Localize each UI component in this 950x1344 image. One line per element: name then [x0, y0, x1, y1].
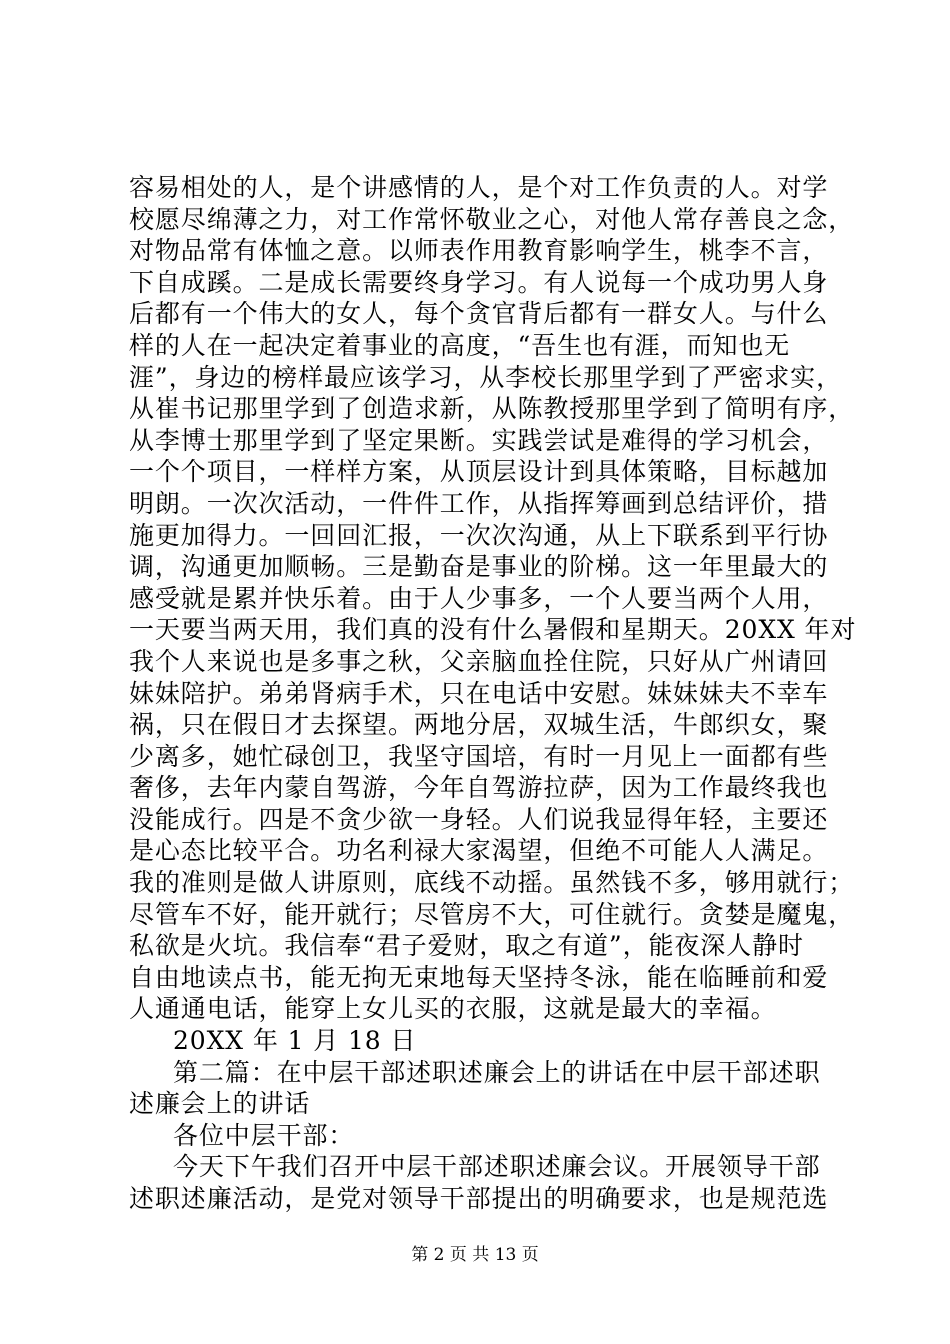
body-line: 样的人在一起决定着事业的高度，“吾生也有涯，而知也无 [129, 330, 791, 360]
body-line: 一天要当两天用，我们真的没有什么暑假和星期天。20XX 年对 [129, 615, 857, 645]
body-line: 调，沟通更加顺畅。三是勤奋是事业的阶梯。这一年里最大的 [129, 552, 829, 582]
body-line: 我的准则是做人讲原则，底线不动摇。虽然钱不多，够用就行； [129, 868, 855, 898]
document-body [129, 172, 857, 1215]
body-line: 从李博士那里学到了坚定果断。实践尝试是难得的学习机会， [129, 425, 829, 455]
section-title: 第二篇：在中层干部述职述廉会上的讲话在中层干部述职 [173, 1057, 821, 1087]
paragraph-line: 述职述廉活动，是党对领导干部提出的明确要求，也是规范选 [129, 1184, 829, 1213]
body-line: 感受就是累并快乐着。由于人少事多，一个人要当两个人用， [129, 583, 829, 613]
body-line: 是心态比较平合。功名利禄大家渴望，但绝不可能人人满足。 [129, 836, 829, 866]
body-line: 对物品常有体恤之意。以师表作用教育影响学生，桃李不言， [129, 236, 829, 266]
body-line: 尽管车不好，能开就行；尽管房不大，可住就行。贪婪是魔鬼， [129, 899, 855, 929]
date-line: 20XX 年 1 月 18 日 [173, 1026, 417, 1056]
body-line: 祸，只在假日才去探望。两地分居，双城生活，牛郎织女，聚 [129, 710, 829, 740]
body-line: 我个人来说也是多事之秋，父亲脑血拴住院，只好从广州请回 [129, 646, 829, 676]
body-line: 奢侈，去年内蒙自驾游，今年自驾游拉萨，因为工作最终我也 [129, 773, 829, 803]
body-line: 没能成行。四是不贪少欲一身轻。人们说我显得年轻，主要还 [129, 804, 829, 834]
body-line: 容易相处的人，是个讲感情的人，是个对工作负责的人。对学 [129, 173, 829, 202]
body-line: 涯”，身边的榜样最应该学习，从李校长那里学到了严密求实， [129, 362, 842, 392]
body-line: 明朗。一次次活动，一件件工作，从指挥筹画到总结评价，措 [129, 488, 829, 518]
body-line: 私欲是火坑。我信奉“君子爱财，取之有道”，能夜深人静时 [129, 931, 804, 961]
body-line: 一个个项目，一样样方案，从顶层设计到具体策略，目标越加 [129, 457, 829, 487]
page-number-footer: 第 2 页 共 13 页 [411, 1245, 539, 1265]
section-title-continued: 述廉会上的讲话 [129, 1089, 311, 1119]
body-line: 少离多，她忙碌创卫，我坚守国培，有时一月见上一面都有些 [129, 741, 829, 771]
body-line: 施更加得力。一回回汇报，一次次沟通，从上下联系到平行协 [129, 520, 829, 550]
body-line: 妹妹陪护。弟弟肾病手术，只在电话中安慰。妹妹妹夫不幸车 [129, 678, 829, 708]
body-line: 人通通电话，能穿上女儿买的衣服，这就是最大的幸福。 [129, 994, 777, 1024]
body-line: 后都有一个伟大的女人，每个贪官背后都有一群女人。与什么 [129, 299, 829, 329]
body-line: 校愿尽绵薄之力，对工作常怀敬业之心，对他人常存善良之念， [129, 204, 855, 234]
paragraph-line: 今天下午我们召开中层干部述职述廉会议。开展领导干部 [173, 1152, 821, 1182]
body-line: 自由地读点书，能无拘无束地每天坚持冬泳，能在临睡前和爱 [129, 962, 829, 992]
salutation: 各位中层干部： [173, 1120, 355, 1150]
body-line: 下自成蹊。二是成长需要终身学习。有人说每一个成功男人身 [129, 267, 829, 297]
body-line: 从崔书记那里学到了创造求新，从陈教授那里学到了简明有序， [129, 394, 855, 424]
